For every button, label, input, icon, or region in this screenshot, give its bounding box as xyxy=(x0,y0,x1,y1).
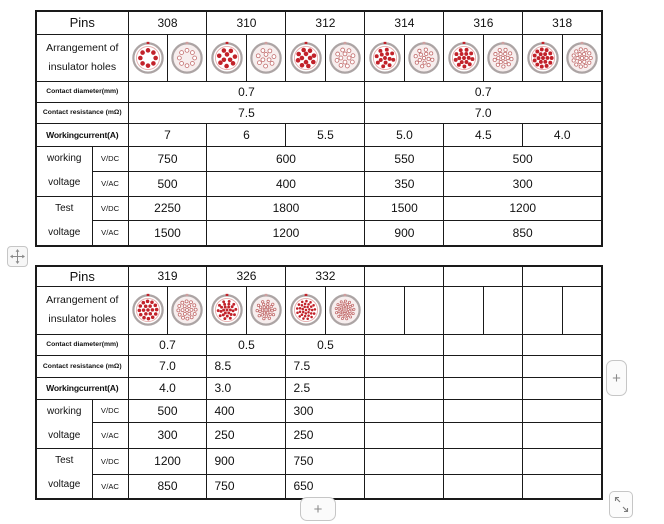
connector-male-cell[interactable] xyxy=(365,34,404,81)
connector-female-cell[interactable] xyxy=(483,286,522,334)
connector-female-cell[interactable] xyxy=(404,286,443,334)
contact-resistance-value-cell[interactable] xyxy=(523,355,602,377)
working-voltage-vac-cell[interactable]: 250 xyxy=(286,422,365,448)
contact-diameter-value-cell[interactable]: 0.5 xyxy=(286,334,365,355)
test-voltage-label-cell[interactable]: Test voltage xyxy=(36,196,92,246)
vac-label-cell[interactable]: V/AC xyxy=(92,474,128,499)
vdc-label-cell[interactable]: V/DC xyxy=(92,196,128,221)
connector-female-cell[interactable] xyxy=(168,34,207,81)
connector-male-cell[interactable] xyxy=(444,286,483,334)
test-voltage-vac-cell[interactable]: 650 xyxy=(286,474,365,499)
contact-diameter-value-cell[interactable] xyxy=(365,334,444,355)
working-current-value-cell[interactable]: 4.0 xyxy=(128,377,207,399)
working-current-value-cell[interactable]: 4.0 xyxy=(523,123,602,146)
connector-male-cell[interactable] xyxy=(128,34,167,81)
pin-count-header-cell[interactable] xyxy=(444,266,523,286)
working-voltage-vac-cell[interactable] xyxy=(365,422,444,448)
plus-icon: + xyxy=(612,369,621,387)
working-voltage-vdc-cell[interactable]: 750 xyxy=(128,146,207,171)
connector-male-cell[interactable] xyxy=(207,286,246,334)
working-voltage-vac-cell[interactable]: 300 xyxy=(444,171,602,196)
pins-header-cell[interactable]: Pins xyxy=(36,266,128,286)
contact-diameter-label-cell[interactable]: Contact diameter(mm) xyxy=(36,334,128,355)
pin-count-header-cell[interactable]: 326 xyxy=(207,266,286,286)
connector-female-14-icon xyxy=(407,41,441,75)
working-current-label-cell[interactable]: Workingcurrent(A) xyxy=(36,123,128,146)
test-voltage-vac-cell[interactable]: 850 xyxy=(444,221,602,246)
connector-male-32-icon xyxy=(289,293,323,327)
contact-resistance-value-cell[interactable]: 7.5 xyxy=(128,102,365,123)
working-voltage-vac-cell[interactable]: 300 xyxy=(128,422,207,448)
test-voltage-vdc-cell[interactable]: 900 xyxy=(207,448,286,474)
test-voltage-vac-cell[interactable] xyxy=(523,474,602,499)
connector-female-cell[interactable] xyxy=(325,34,364,81)
vdc-label-cell[interactable]: V/DC xyxy=(92,399,128,422)
working-voltage-vac-cell[interactable] xyxy=(523,422,602,448)
connector-female-cell[interactable] xyxy=(562,286,602,334)
connector-male-cell[interactable] xyxy=(128,286,167,334)
working-voltage-vdc-cell[interactable]: 300 xyxy=(286,399,365,422)
connector-male-cell[interactable] xyxy=(523,286,562,334)
working-voltage-label-cell[interactable]: working voltage xyxy=(36,146,92,196)
connector-male-8-icon xyxy=(131,41,165,75)
test-voltage-vac-cell[interactable] xyxy=(365,474,444,499)
connector-female-32-icon xyxy=(328,293,362,327)
connector-male-cell[interactable] xyxy=(207,34,246,81)
test-voltage-vdc-cell[interactable]: 1500 xyxy=(365,196,444,221)
working-voltage-vdc-cell[interactable]: 400 xyxy=(207,399,286,422)
contact-resistance-value-cell[interactable] xyxy=(365,355,444,377)
connector-female-12-icon xyxy=(328,41,362,75)
test-voltage-vdc-cell[interactable] xyxy=(365,448,444,474)
connector-male-19-icon xyxy=(131,293,165,327)
working-current-value-cell[interactable]: 2.5 xyxy=(286,377,365,399)
working-current-value-cell[interactable]: 3.0 xyxy=(207,377,286,399)
connector-female-26-icon xyxy=(249,293,283,327)
contact-resistance-value-cell[interactable]: 8.5 xyxy=(207,355,286,377)
contact-resistance-label-cell[interactable]: Contact resistance (mΩ) xyxy=(36,102,128,123)
working-voltage-label-cell[interactable]: working voltage xyxy=(36,399,92,448)
test-voltage-vdc-cell[interactable]: 1800 xyxy=(207,196,365,221)
pin-count-header-cell[interactable]: 308 xyxy=(128,11,207,34)
contact-diameter-value-cell[interactable]: 0.5 xyxy=(207,334,286,355)
pin-count-header-cell[interactable]: 312 xyxy=(286,11,365,34)
pin-count-header-cell[interactable]: 316 xyxy=(444,11,523,34)
contact-diameter-value-cell[interactable]: 0.7 xyxy=(128,81,365,102)
arrangement-label-cell[interactable]: Arrangement of insulator holes xyxy=(36,34,128,81)
spec-table-top xyxy=(35,10,603,247)
vac-label-cell[interactable]: V/AC xyxy=(92,422,128,448)
test-voltage-vdc-cell[interactable]: 750 xyxy=(286,448,365,474)
working-current-value-cell[interactable] xyxy=(444,377,523,399)
pin-count-header-cell[interactable]: 314 xyxy=(365,11,444,34)
vac-label-cell[interactable]: V/AC xyxy=(92,221,128,246)
working-current-value-cell[interactable]: 7 xyxy=(128,123,207,146)
contact-diameter-value-cell[interactable]: 0.7 xyxy=(128,334,207,355)
connector-female-10-icon xyxy=(249,41,283,75)
working-voltage-vdc-cell[interactable]: 550 xyxy=(365,146,444,171)
connector-male-cell[interactable] xyxy=(365,286,404,334)
contact-resistance-value-cell[interactable]: 7.0 xyxy=(128,355,207,377)
test-voltage-vac-cell[interactable]: 850 xyxy=(128,474,207,499)
contact-diameter-value-cell[interactable]: 0.7 xyxy=(365,81,602,102)
working-voltage-vdc-cell[interactable] xyxy=(523,399,602,422)
connector-female-18-icon xyxy=(565,41,599,75)
working-voltage-vac-cell[interactable]: 500 xyxy=(128,171,207,196)
working-voltage-vac-cell[interactable]: 250 xyxy=(207,422,286,448)
working-voltage-vac-cell[interactable] xyxy=(444,422,523,448)
connector-female-cell[interactable] xyxy=(483,34,522,81)
connector-male-18-icon xyxy=(526,41,560,75)
test-voltage-vac-cell[interactable]: 750 xyxy=(207,474,286,499)
pin-count-header-cell[interactable]: 319 xyxy=(128,266,207,286)
contact-resistance-value-cell[interactable]: 7.0 xyxy=(365,102,602,123)
working-voltage-vac-cell[interactable]: 400 xyxy=(207,171,365,196)
test-voltage-vac-cell[interactable]: 1200 xyxy=(207,221,365,246)
table-move-handle[interactable] xyxy=(7,246,28,267)
working-voltage-vdc-cell[interactable]: 500 xyxy=(128,399,207,422)
pin-count-header-cell[interactable] xyxy=(523,266,602,286)
working-voltage-vdc-cell[interactable]: 600 xyxy=(207,146,365,171)
working-current-value-cell[interactable]: 5.0 xyxy=(365,123,444,146)
working-voltage-vdc-cell[interactable]: 500 xyxy=(444,146,602,171)
contact-resistance-value-cell[interactable]: 7.5 xyxy=(286,355,365,377)
test-voltage-vdc-cell[interactable]: 1200 xyxy=(444,196,602,221)
connector-male-cell[interactable] xyxy=(286,286,325,334)
contact-diameter-label-cell[interactable]: Contact diameter(mm) xyxy=(36,81,128,102)
test-voltage-vac-cell[interactable]: 900 xyxy=(365,221,444,246)
arrangement-label-cell[interactable]: Arrangement of insulator holes xyxy=(36,286,128,334)
contact-diameter-value-cell[interactable] xyxy=(523,334,602,355)
test-voltage-vdc-cell[interactable]: 1200 xyxy=(128,448,207,474)
connector-female-cell[interactable] xyxy=(562,34,602,81)
connector-spec-table xyxy=(35,265,603,500)
connector-male-10-icon xyxy=(210,41,244,75)
connector-male-cell[interactable] xyxy=(286,34,325,81)
working-current-value-cell[interactable]: 6 xyxy=(207,123,286,146)
test-voltage-vac-cell[interactable] xyxy=(444,474,523,499)
working-voltage-vdc-cell[interactable] xyxy=(365,399,444,422)
connector-female-cell[interactable] xyxy=(325,286,364,334)
working-current-value-cell[interactable]: 4.5 xyxy=(444,123,523,146)
add-row-button[interactable] xyxy=(300,497,336,521)
connector-female-cell[interactable] xyxy=(404,34,443,81)
vdc-label-cell[interactable]: V/DC xyxy=(92,448,128,474)
working-current-value-cell[interactable] xyxy=(523,377,602,399)
connector-male-16-icon xyxy=(447,41,481,75)
working-current-label-cell[interactable]: Workingcurrent(A) xyxy=(36,377,128,399)
connector-male-cell[interactable] xyxy=(523,34,562,81)
contact-diameter-value-cell[interactable] xyxy=(444,334,523,355)
contact-resistance-value-cell[interactable] xyxy=(444,355,523,377)
connector-female-cell[interactable] xyxy=(168,286,207,334)
resize-diagonal-icon xyxy=(614,496,629,513)
connector-female-19-icon xyxy=(170,293,204,327)
connector-female-8-icon xyxy=(170,41,204,75)
connector-male-12-icon xyxy=(289,41,323,75)
add-column-button[interactable] xyxy=(606,360,627,396)
move-icon xyxy=(10,249,25,264)
test-voltage-vdc-cell[interactable] xyxy=(523,448,602,474)
pin-count-header-cell[interactable]: 310 xyxy=(207,11,286,34)
plus-icon: + xyxy=(313,500,323,518)
connector-male-26-icon xyxy=(210,293,244,327)
working-current-value-cell[interactable]: 5.5 xyxy=(286,123,365,146)
connector-female-cell[interactable] xyxy=(246,286,285,334)
connector-female-16-icon xyxy=(486,41,520,75)
vdc-label-cell[interactable]: V/DC xyxy=(92,146,128,171)
test-voltage-label-cell[interactable]: Test voltage xyxy=(36,448,92,499)
connector-spec-table xyxy=(35,10,603,247)
connector-female-cell[interactable] xyxy=(246,34,285,81)
vac-label-cell[interactable]: V/AC xyxy=(92,171,128,196)
pin-count-header-cell[interactable]: 332 xyxy=(286,266,365,286)
connector-male-14-icon xyxy=(368,41,402,75)
working-current-value-cell[interactable] xyxy=(365,377,444,399)
test-voltage-vdc-cell[interactable] xyxy=(444,448,523,474)
test-voltage-vdc-cell[interactable]: 2250 xyxy=(128,196,207,221)
connector-male-cell[interactable] xyxy=(444,34,483,81)
pin-count-header-cell[interactable]: 318 xyxy=(523,11,602,34)
table-resize-handle[interactable] xyxy=(609,491,633,518)
test-voltage-vac-cell[interactable]: 1500 xyxy=(128,221,207,246)
contact-resistance-label-cell[interactable]: Contact resistance (mΩ) xyxy=(36,355,128,377)
working-voltage-vac-cell[interactable]: 350 xyxy=(365,171,444,196)
pin-count-header-cell[interactable] xyxy=(365,266,444,286)
pins-header-cell[interactable]: Pins xyxy=(36,11,128,34)
spec-table-bottom xyxy=(35,265,603,500)
working-voltage-vdc-cell[interactable] xyxy=(444,399,523,422)
